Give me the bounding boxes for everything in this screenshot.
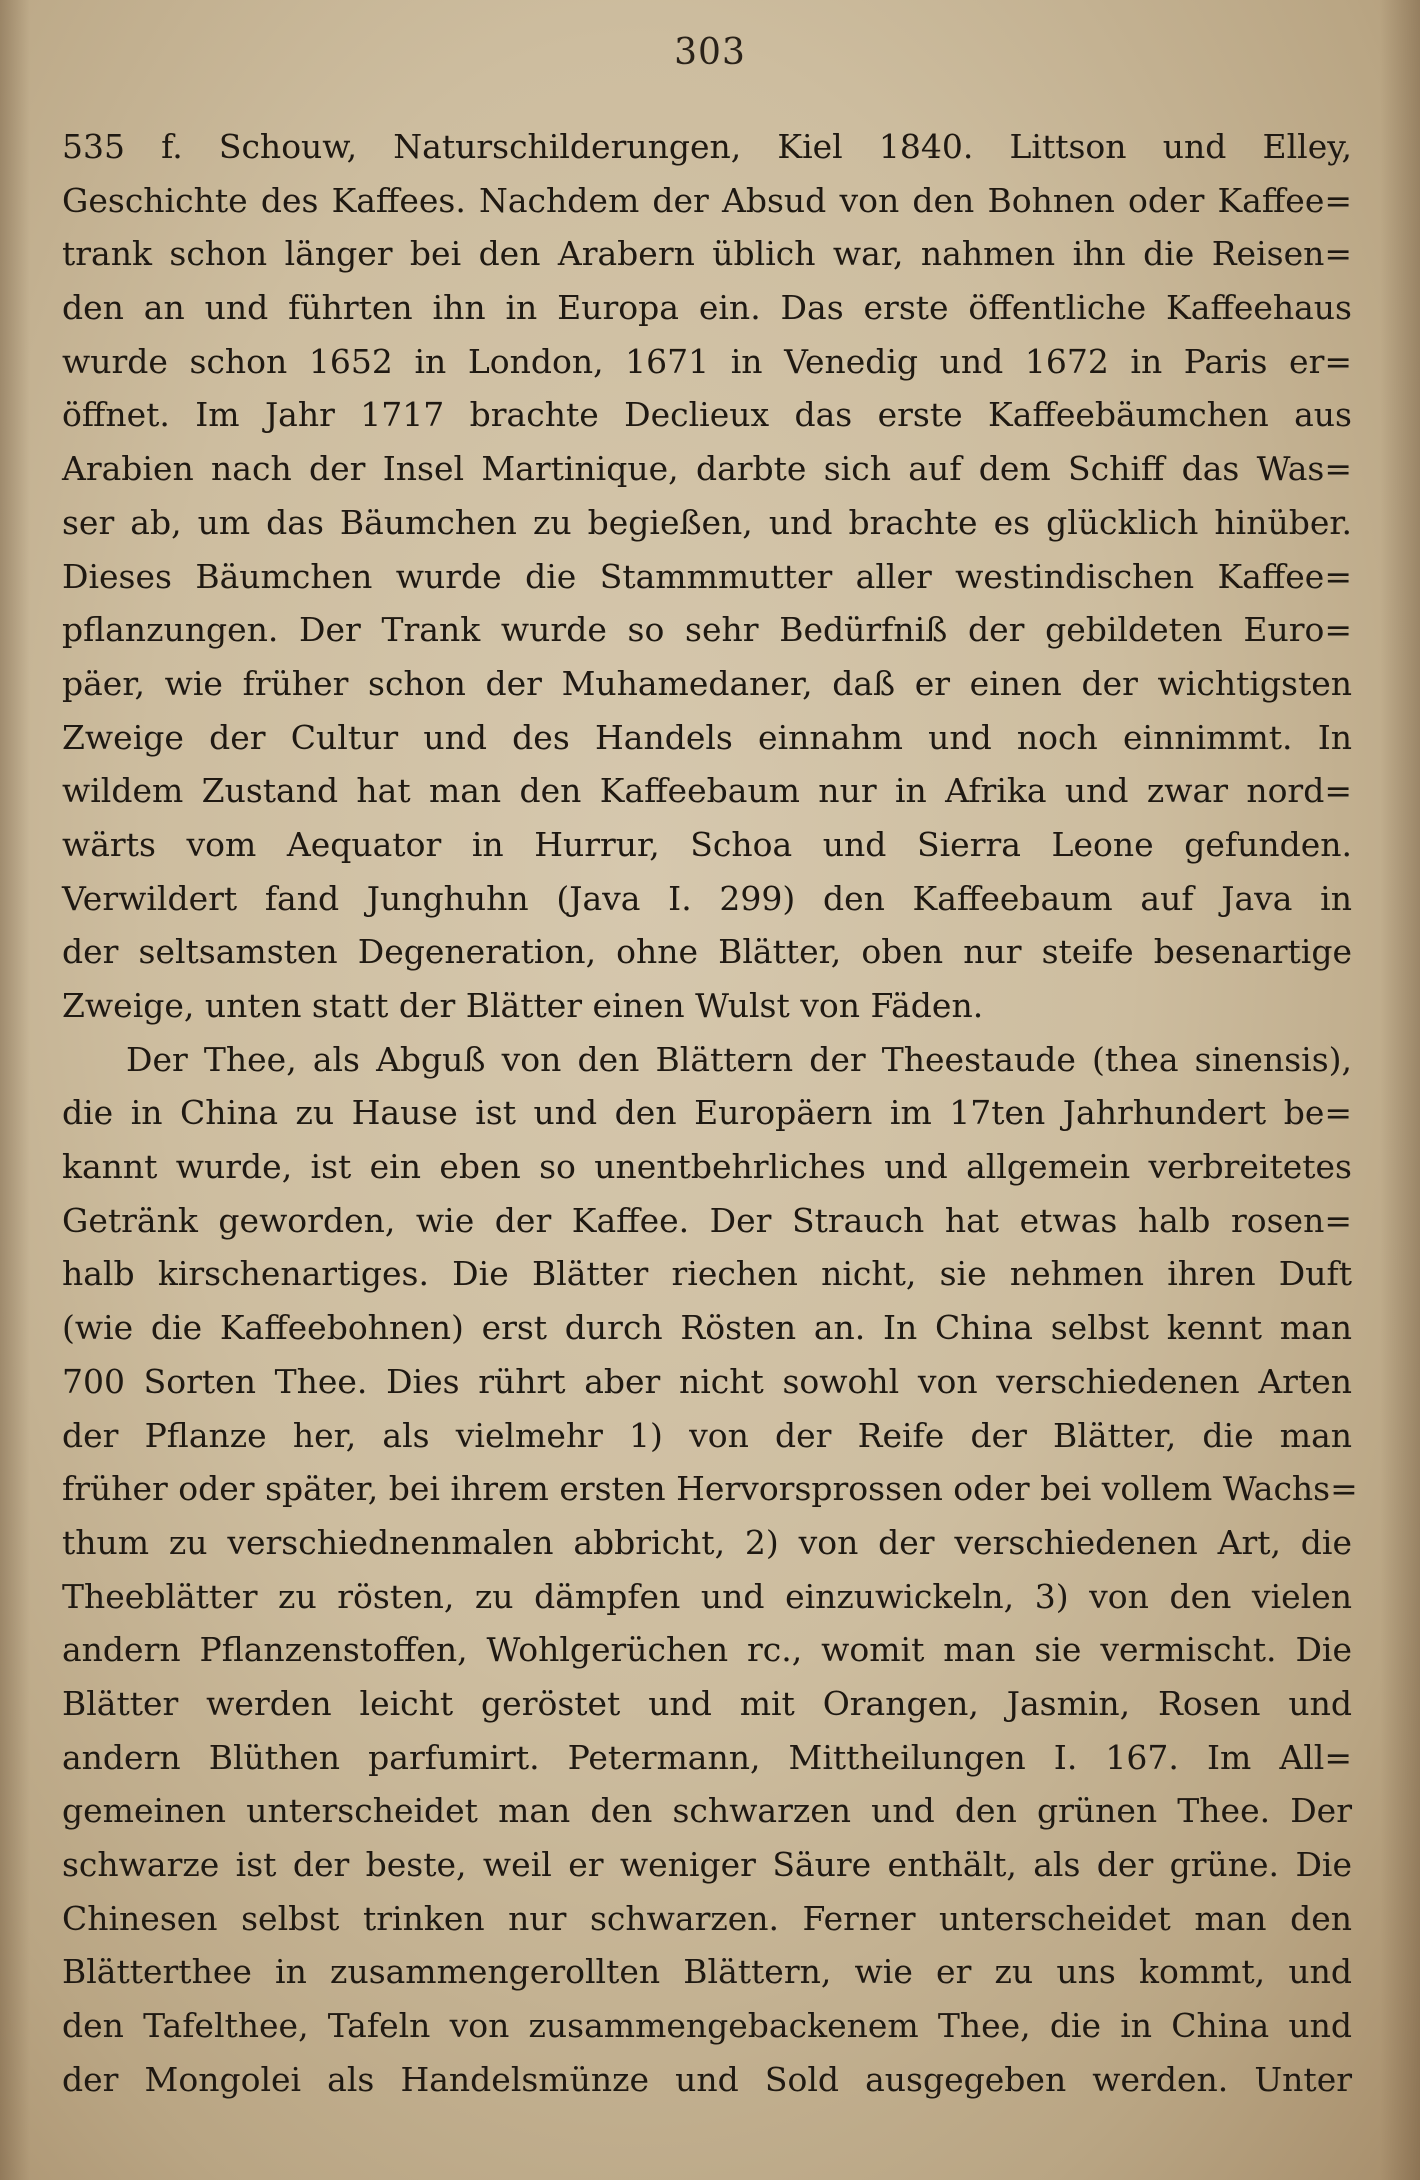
paragraph-start-line: Der Thee, als Abguß von den Blättern der Theestaude (thea sinensis), bbox=[126, 1039, 1352, 1079]
text-line: halb kirschenartiges. Die Blätter riechen nicht, sie nehmen ihren Duft bbox=[62, 1254, 1352, 1294]
text-line: den Tafelthee, Tafeln von zusammengebackenem Thee, die in China und bbox=[62, 2006, 1352, 2046]
text-line: 535 f. Schouw, Naturschilderungen, Kiel 1840. Littson und Elley, bbox=[62, 127, 1352, 166]
text-line: Blätterthee in zusammengerollten Blättern, wie er zu uns kommt, und bbox=[62, 1952, 1352, 1992]
body-text bbox=[62, 120, 1358, 2106]
text-line: kannt wurde, ist ein eben so unentbehrliches und allgemein verbreitetes bbox=[62, 1147, 1352, 1187]
text-line: trank schon länger bei den Arabern üblich war, nahmen ihn die Reisen= bbox=[62, 234, 1352, 274]
text-line: wildem Zustand hat man den Kaffeebaum nur in Afrika und zwar nord= bbox=[62, 771, 1352, 811]
text-line: (wie die Kaffeebohnen) erst durch Rösten an. In China selbst kennt man bbox=[62, 1308, 1352, 1348]
text-line: Blätter werden leicht geröstet und mit Orangen, Jasmin, Rosen und bbox=[62, 1683, 1352, 1723]
text-line: die in China zu Hause ist und den Europäern im 17ten Jahrhundert be= bbox=[62, 1093, 1352, 1133]
text-line: päer, wie früher schon der Muhamedaner, daß er einen der wichtigsten bbox=[62, 663, 1352, 703]
text-line: früher oder später, bei ihrem ersten Hervorsprossen oder bei vollem Wachs= bbox=[62, 1469, 1358, 1509]
text-line: Dieses Bäumchen wurde die Stammmutter aller westindischen Kaffee= bbox=[62, 556, 1352, 596]
page-edge-shadow-left bbox=[0, 0, 30, 2180]
text-line: andern Pflanzenstoffen, Wohlgerüchen rc., womit man sie vermischt. Die bbox=[62, 1630, 1352, 1670]
text-line: Verwildert fand Junghuhn (Java I. 299) den Kaffeebaum auf Java in bbox=[62, 878, 1352, 918]
text-line: schwarze ist der beste, weil er weniger Säure enthält, als der grüne. Die bbox=[62, 1845, 1352, 1884]
text-line: andern Blüthen parfumirt. Petermann, Mittheilungen I. 167. Im All= bbox=[62, 1737, 1352, 1777]
text-line: der seltsamsten Degeneration, ohne Blätter, oben nur steife besenartige bbox=[62, 932, 1352, 972]
text-line: Getränk geworden, wie der Kaffee. Der Strauch hat etwas halb rosen= bbox=[62, 1200, 1352, 1240]
page-number: 303 bbox=[674, 32, 746, 73]
text-line: den an und führten ihn in Europa ein. Das erste öffentliche Kaffeehaus bbox=[62, 288, 1352, 328]
text-line: wurde schon 1652 in London, 1671 in Venedig und 1672 in Paris er= bbox=[62, 341, 1352, 381]
page-edge-shadow-right bbox=[1380, 0, 1420, 2180]
text-line: Zweige der Cultur und des Handels einnahm und noch einnimmt. In bbox=[62, 717, 1352, 757]
text-line: der Pflanze her, als vielmehr 1) von der Reife der Blätter, die man bbox=[62, 1415, 1352, 1455]
text-line: Arabien nach der Insel Martinique, darbte sich auf dem Schiff das Was= bbox=[62, 449, 1352, 489]
text-line: ser ab, um das Bäumchen zu begießen, und brachte es glücklich hinüber. bbox=[62, 502, 1352, 542]
text-line: gemeinen unterscheidet man den schwarzen und den grünen Thee. Der bbox=[62, 1791, 1352, 1831]
text-line: pflanzungen. Der Trank wurde so sehr Bedürfniß der gebildeten Euro= bbox=[62, 610, 1352, 650]
text-line: 700 Sorten Thee. Dies rührt aber nicht sowohl von verschiedenen Arten bbox=[62, 1361, 1352, 1401]
text-line: wärts vom Aequator in Hurrur, Schoa und Sierra Leone gefunden. bbox=[62, 824, 1352, 864]
text-line: thum zu verschiednenmalen abbricht, 2) von der verschiedenen Art, die bbox=[62, 1522, 1352, 1562]
text-line: Theeblätter zu rösten, zu dämpfen und einzuwickeln, 3) von den vielen bbox=[62, 1576, 1352, 1616]
text-line: der Mongolei als Handelsmünze und Sold ausgegeben werden. Unter bbox=[62, 2059, 1352, 2099]
text-line: öffnet. Im Jahr 1717 brachte Declieux das erste Kaffeebäumchen aus bbox=[62, 395, 1352, 435]
text-line: Geschichte des Kaffees. Nachdem der Absud von den Bohnen oder Kaffee= bbox=[62, 180, 1352, 220]
text-line: Chinesen selbst trinken nur schwarzen. Ferner unterscheidet man den bbox=[62, 1898, 1352, 1938]
text-line: Zweige, unten statt der Blätter einen Wulst von Fäden. bbox=[62, 986, 984, 1025]
